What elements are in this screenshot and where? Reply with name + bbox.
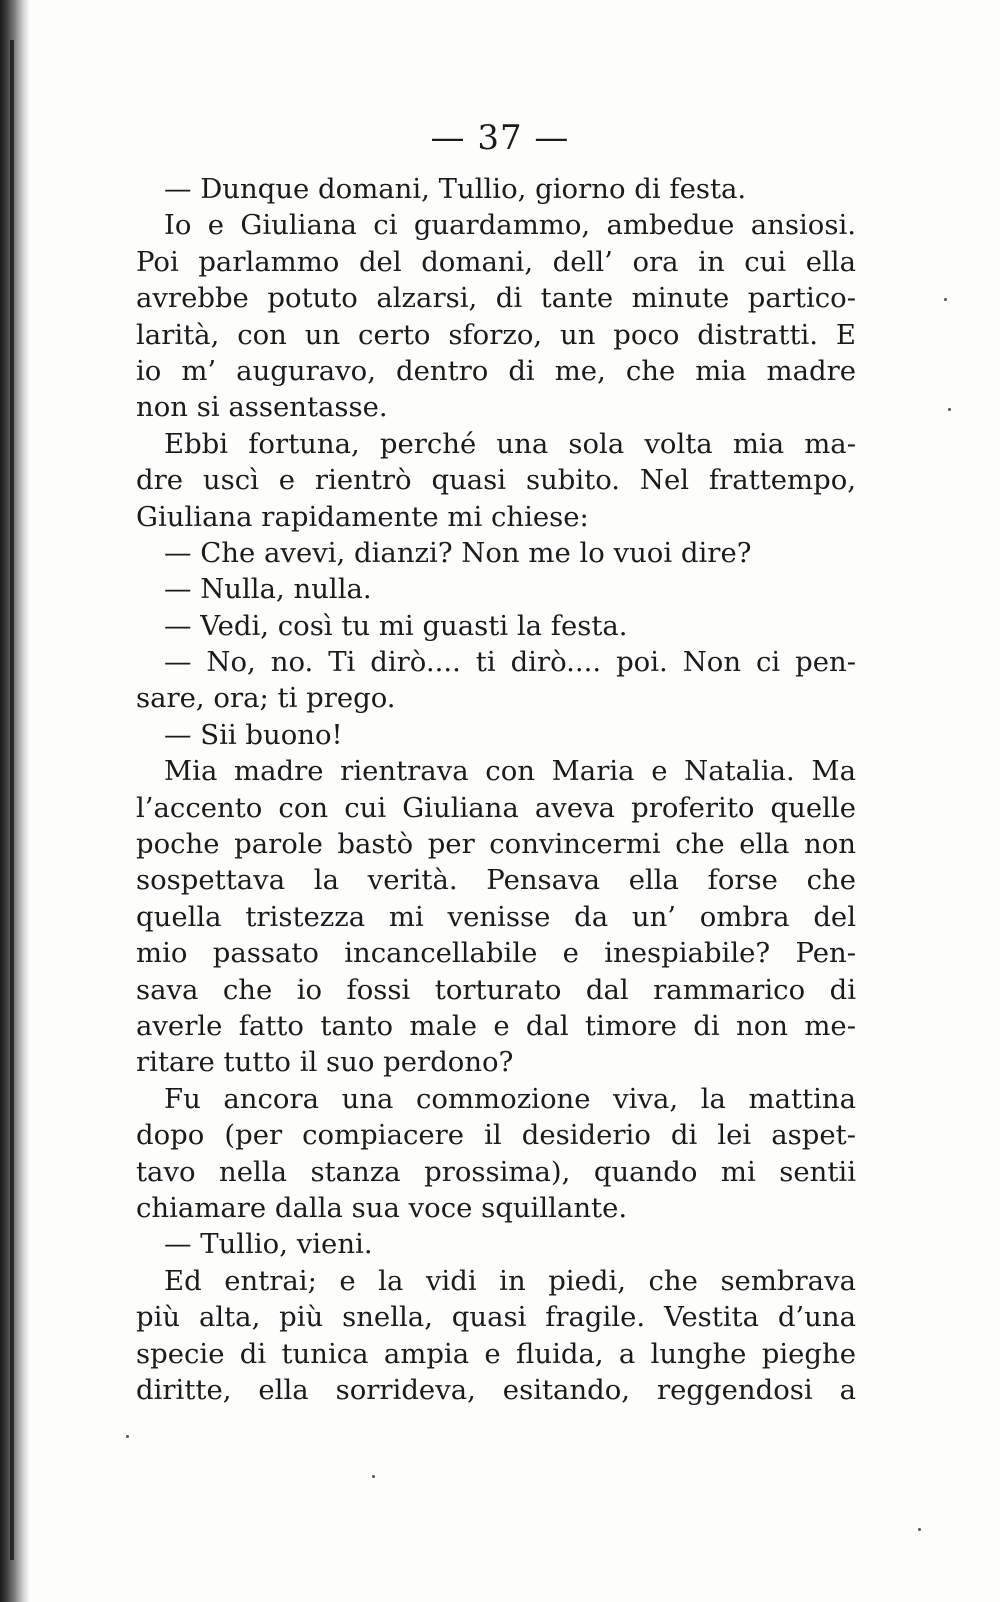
text-line: ritare tutto il suo perdono? (136, 1046, 514, 1079)
text-line: diritte, ella sorrideva, esitando, reggendosi a (136, 1373, 856, 1406)
text-line: io m’ auguravo, dentro di me, che mia madre (136, 354, 856, 387)
text-line: Ebbi fortuna, perché una sola volta mia ma- (164, 427, 856, 460)
text-line: larità, con un certo sforzo, un poco distratti. E (136, 318, 856, 351)
paper-speck (948, 408, 951, 411)
text-line: tavo nella stanza prossima), quando mi sentii (136, 1155, 856, 1188)
paper-speck (372, 1475, 375, 1478)
text-line: sare, ora; ti prego. (136, 682, 396, 715)
text-line: l’accento con cui Giuliana aveva proferito quelle (136, 791, 856, 824)
body-text (136, 171, 856, 1408)
text-line: — Dunque domani, Tullio, giorno di festa. (164, 173, 747, 205)
text-line: Fu ancora una commozione viva, la mattina (164, 1082, 856, 1115)
text-line: dre uscì e rientrò quasi subito. Nel frattempo, (136, 464, 856, 497)
text-line: Ed entrai; e la vidi in piedi, che sembrava (164, 1264, 856, 1297)
text-line: sospettava la verità. Pensava ella forse che (136, 864, 856, 897)
text-line: Poi parlammo del domani, dell’ ora in cui ella (136, 245, 856, 278)
text-line: sava che io fossi torturato dal rammarico di (136, 973, 856, 1006)
binding-shadow (0, 0, 30, 1602)
text-line: non si assentasse. (136, 391, 388, 424)
text-line: dopo (per compiacere il desiderio di lei aspet- (136, 1119, 856, 1152)
text-line: Io e Giuliana ci guardammo, ambedue ansiosi. (164, 209, 856, 242)
text-line: avrebbe potuto alzarsi, di tante minute partico- (136, 282, 856, 315)
text-line: — Vedi, così tu mi guasti la festa. (164, 609, 628, 642)
text-line: — Tullio, vieni. (164, 1228, 373, 1261)
text-line: — Sii buono! (164, 718, 343, 751)
text-line: poche parole bastò per convincermi che ella non (136, 828, 856, 861)
text-line: averle fatto tanto male e dal timore di non me- (136, 1009, 856, 1042)
text-line: chiamare dalla sua voce squillante. (136, 1191, 628, 1224)
text-line: — No, no. Ti dirò.... ti dirò.... poi. Non ci pen- (164, 646, 856, 679)
text-line: più alta, più snella, quasi fragile. Vestita d’una (136, 1301, 856, 1334)
binding-edge (10, 40, 14, 1560)
text-line: — Nulla, nulla. (164, 573, 372, 606)
text-line: quella tristezza mi venisse da un’ ombra del (136, 900, 856, 933)
text-line: — Che avevi, dianzi? Non me lo vuoi dire? (164, 536, 752, 569)
text-line: Giuliana rapidamente mi chiese: (136, 500, 589, 533)
page-number: — 37 — (430, 118, 570, 158)
paper-speck (126, 1435, 129, 1438)
text-line: specie di tunica ampia e fluida, a lunghe pieghe (136, 1337, 856, 1370)
paper-speck (944, 298, 947, 301)
paper-speck (918, 1528, 921, 1531)
text-line: mio passato incancellabile e inespiabile? Pen- (136, 937, 856, 970)
text-line: Mia madre rientrava con Maria e Natalia. Ma (164, 755, 856, 788)
